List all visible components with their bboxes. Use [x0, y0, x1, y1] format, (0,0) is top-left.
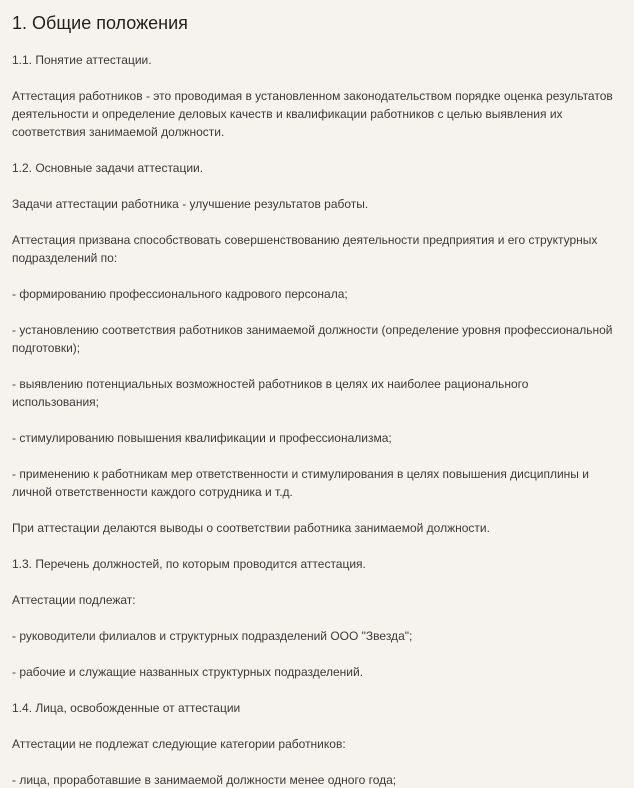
paragraph-line: Аттестация работников - это проводимая в установленном законодательством порядке оценка результатов — [12, 89, 613, 103]
list-item: подготовки); — [12, 341, 81, 355]
list-item: - формированию профессионального кадрового персонала; — [12, 287, 348, 301]
paragraph-line: Задачи аттестации работника - улучшение результатов работы. — [12, 197, 369, 211]
paragraph-line: Аттестация призвана способствовать совершенствованию деятельности предприятия и его структурных — [12, 233, 598, 247]
list-item: - применению к работникам мер ответственности и стимулирования в целях повышения дисциплины и — [12, 467, 589, 481]
paragraph-line: деятельности и определение деловых качеств и квалификации работников с целью выявления их — [12, 107, 563, 121]
subsection-heading: 1.2. Основные задачи аттестации. — [12, 161, 204, 175]
paragraph-line: соответствия занимаемой должности. — [12, 125, 225, 139]
list-item: - лица, проработавшие в занимаемой должности менее одного года; — [12, 773, 397, 787]
list-item: - установлению соответствия работников занимаемой должности (определение уровня профессиональной — [12, 323, 613, 337]
list-item: личной ответственности каждого сотрудника и т.д. — [12, 485, 293, 499]
list-item: использования; — [12, 395, 99, 409]
subsection-heading: 1.1. Понятие аттестации. — [12, 53, 152, 67]
paragraph-line: Аттестации подлежат: — [12, 593, 136, 607]
list-item: - стимулированию повышения квалификации и профессионализма; — [12, 431, 392, 445]
section-title: 1. Общие положения — [12, 13, 188, 33]
subsection-heading: 1.4. Лица, освобожденные от аттестации — [12, 701, 241, 715]
list-item: - руководители филиалов и структурных подразделений ООО "Звезда"; — [12, 629, 413, 643]
list-item: - рабочие и служащие названных структурных подразделений. — [12, 665, 364, 679]
paragraph-line: Аттестации не подлежат следующие категории работников: — [12, 737, 346, 751]
subsection-heading: 1.3. Перечень должностей, по которым проводится аттестация. — [12, 557, 366, 571]
paragraph-line: При аттестации делаются выводы о соответствии работника занимаемой должности. — [12, 521, 490, 535]
paragraph-line: подразделений по: — [12, 251, 118, 265]
list-item: - выявлению потенциальных возможностей работников в целях их наиболее рационального — [12, 377, 529, 391]
